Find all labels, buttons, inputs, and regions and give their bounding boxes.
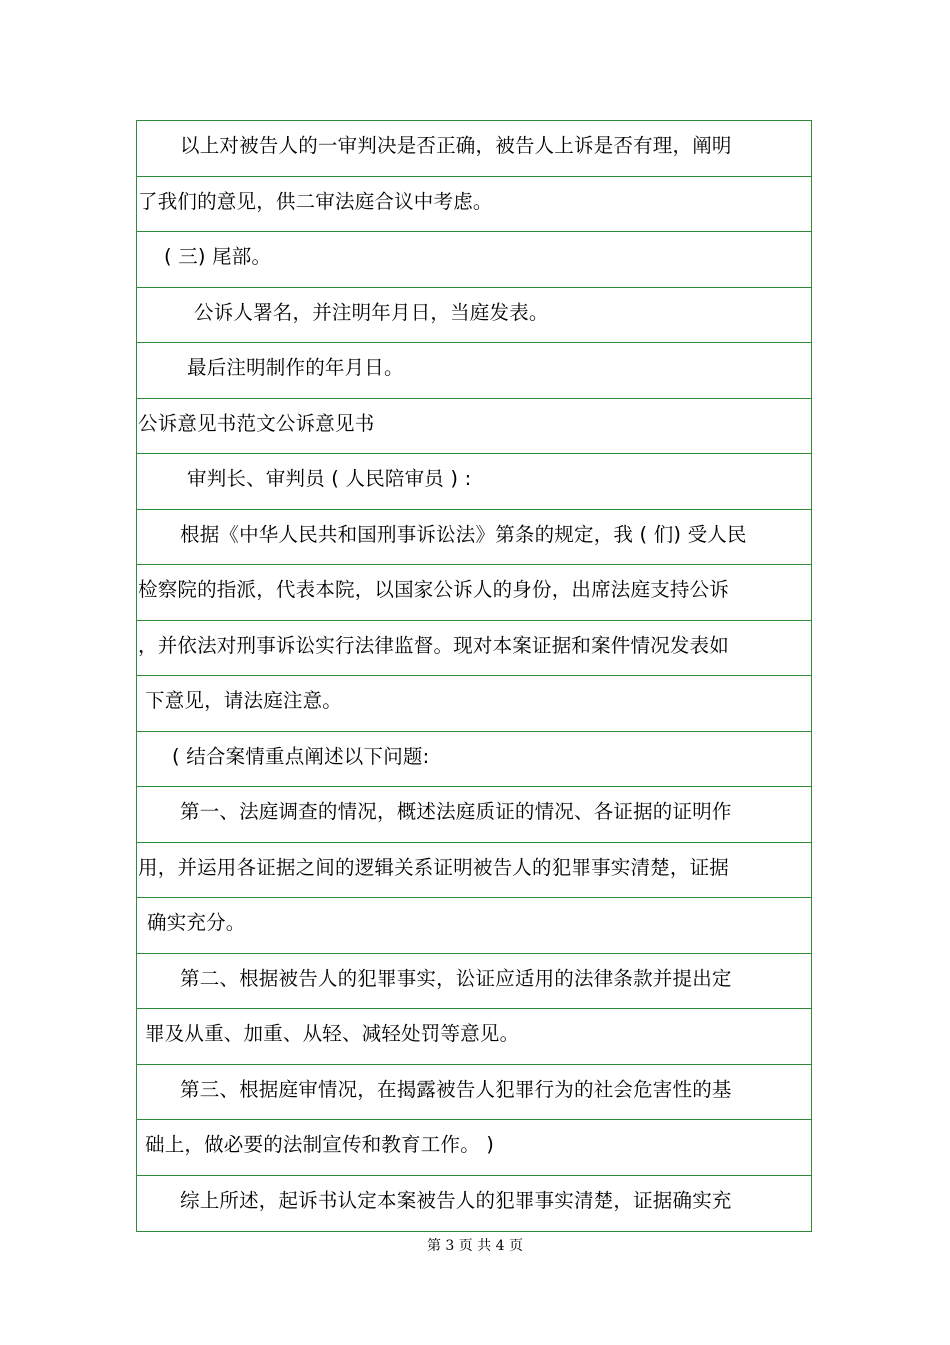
line-text: 公诉意见书范文公诉意见书: [138, 411, 375, 435]
text-line: [137, 898, 811, 954]
line-text: 综上所述，起诉书认定本案被告人的犯罪事实清楚，证据确实充: [180, 1188, 732, 1212]
line-text: 最后注明制作的年月日。: [187, 356, 404, 379]
line-text: 第二、根据被告人的犯罪事实，讼证应适用的法律条款并提出定: [180, 966, 732, 990]
text-line: [137, 843, 811, 899]
text-line: [137, 121, 811, 177]
line-text: 用，并运用各证据之间的逻辑关系证明被告人的犯罪事实清楚，证据: [138, 855, 730, 879]
text-line: [137, 1120, 811, 1176]
line-text: 础上，做必要的法制宣传和教育工作。 ): [145, 1133, 495, 1156]
text-line: [137, 565, 811, 621]
text-line: [137, 732, 811, 788]
line-text: 以上对被告人的一审判决是否正确，被告人上诉是否有理，阐明: [180, 134, 732, 157]
text-line: [137, 621, 811, 677]
text-line: [137, 676, 811, 732]
text-line: [137, 510, 811, 566]
page-number-footer: 第 3 页 共 4 页: [426, 1238, 524, 1254]
line-text: 根据《中华人民共和国刑事诉讼法》第条的规定，我 ( 们) 受人民: [180, 522, 747, 546]
line-text: ，并依法对刑事诉讼实行法律监督。现对本案证据和案件情况发表如: [138, 633, 730, 657]
line-text: ( 三) 尾部。: [164, 245, 272, 268]
line-text: 第三、根据庭审情况，在揭露被告人犯罪行为的社会危害性的基: [180, 1077, 732, 1101]
line-text: 确实充分。: [147, 911, 246, 934]
line-text: 审判长、审判员 ( 人民陪审员 ) :: [187, 467, 472, 490]
text-line: [137, 454, 811, 510]
text-line: [137, 177, 811, 233]
text-line: [137, 1176, 811, 1232]
text-line: [137, 343, 811, 399]
line-text: ( 结合案情重点阐述以下问题:: [172, 744, 430, 768]
text-line: [137, 1065, 811, 1121]
text-line: [137, 787, 811, 843]
text-line: [137, 288, 811, 344]
line-text: 第一、法庭调查的情况，概述法庭质证的情况、各证据的证明作: [180, 800, 732, 823]
line-text: 公诉人署名，并注明年月日，当庭发表。: [194, 300, 549, 324]
line-text: 了我们的意见，供二审法庭合议中考虑。: [138, 189, 493, 213]
text-line: [137, 232, 811, 288]
text-line: [137, 1009, 811, 1065]
text-line: [137, 399, 811, 455]
line-text: 罪及从重、加重、从轻、减轻处罚等意见。: [145, 1022, 520, 1045]
line-text: 下意见，请法庭注意。: [145, 689, 343, 712]
lined-text-box: [136, 120, 812, 1232]
line-text: 检察院的指派，代表本院，以国家公诉人的身份，出席法庭支持公诉: [138, 578, 730, 601]
text-line: [137, 954, 811, 1010]
